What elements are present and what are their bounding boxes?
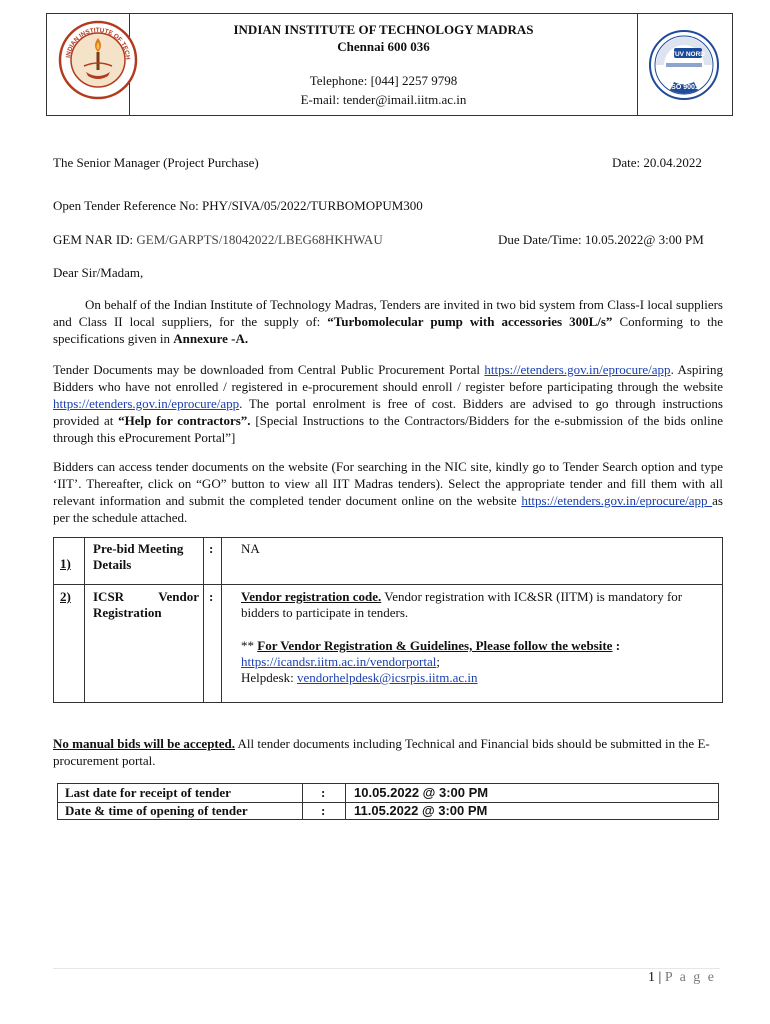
schedule-row-2-colon: : [209,589,214,604]
manual-bids-warning: No manual bids will be accepted. [53,736,236,751]
download-text-1: Tender Documents may be downloaded from Central Public Procurement Portal [53,362,485,377]
download-paragraph [53,361,723,446]
download-text-4: [Special Instructions to the Contractors/Bidders for the e-submission of the bids online through this eProcurement Portal”] [53,413,723,445]
cppp-link[interactable]: https://etenders.gov.in/eprocure/app [484,362,671,377]
manual-bids-text: All tender documents including Technical and Financial bids should be submitted in the E-procurement portal. [53,736,710,768]
institute-name: INDIAN INSTITUTE OF TECHNOLOGY MADRAS [233,22,534,37]
download-text-2: . Aspiring Bidders who have not enrolled / registered in e-procurement should enroll / register before participating through the website [53,362,723,394]
receipt-date-colon: : [321,785,326,800]
institute-city: Chennai 600 036 [337,39,430,54]
receipt-date-value: 10.05.2022 @ 3:00 PM [354,785,489,800]
intro-text-2: Conforming to the specifications given in [53,314,724,346]
manual-bids-note [53,735,723,769]
tuv-iso-logo [648,28,720,102]
vendor-registration-info: Vendor registration code. Vendor registration with IC&SR (IITM) is mandatory for bidders to participate in tenders. [241,589,683,620]
due-datetime: Due Date/Time: 10.05.2022@ 3:00 PM [498,232,704,247]
help-for-contractors: “Help for contractors”. [118,413,251,428]
opening-date-label: Date & time of opening of tender [65,803,248,818]
email: E-mail: tender@imail.iitm.ac.in [300,92,467,107]
helpdesk-line: Helpdesk: vendorhelpdesk@icsrpis.iitm.ac.in [241,670,478,685]
page-number-separator: | [658,970,662,985]
tender-item: “Turbomolecular pump with accessories 300L/s” [327,314,613,329]
schedule-table [53,537,723,703]
intro-paragraph [53,296,723,347]
annexure-ref: Annexure -A. [173,331,249,346]
svg-text:INDIAN INSTITUTE OF TECHNOLOGY: INDIAN INSTITUTE OF TECH [65,26,132,60]
gem-label: GEM NAR ID: [53,232,137,247]
eprocure-link[interactable]: https://etenders.gov.in/eprocure/app [521,493,713,508]
access-paragraph [53,458,723,526]
helpdesk-email-link[interactable]: vendorhelpdesk@icsrpis.iitm.ac.in [296,670,478,685]
schedule-row-1-number: 1) [60,556,71,571]
vendor-portal-link[interactable]: https://icandsr.iitm.ac.in/vendorportal [241,654,437,669]
dates-table [57,783,719,820]
footer-divider [53,968,720,969]
schedule-row-1-value: NA [241,541,260,556]
receipt-date-label: Last date for receipt of tender [65,785,231,800]
page-number [648,970,716,986]
svg-text:ISO 9001: ISO 9001 [669,84,699,91]
sender: The Senior Manager (Project Purchase) [53,155,259,170]
opening-date-value: 11.05.2022 @ 3:00 PM [354,803,488,818]
opening-date-colon: : [321,803,326,818]
vendor-portal-line: https://icandsr.iitm.ac.in/vendorportal; [241,654,440,669]
etenders-link[interactable]: https://etenders.gov.in/eprocure/app [53,396,240,411]
intro-text: On behalf of the Indian Institute of Technology Madras, Tenders are invited in two bid system from Class-I local suppliers and Class II local suppliers, for the supply of: [53,297,723,329]
svg-text:TUV NORD: TUV NORD [671,51,705,58]
download-text-3: . The portal enrolment is free of cost. Bidders are advised to go through instructions provided at [53,396,723,428]
letterhead-text [130,13,637,108]
page-number-value: 1 [648,970,655,985]
schedule-row-2-number: 2) [60,589,71,604]
page-label: P a g e [664,970,717,985]
vendor-guidelines: ** For Vendor Registration & Guidelines, Please follow the website : [241,638,621,653]
schedule-row-1-label: Pre-bid Meeting Details [93,541,184,572]
schedule-row-1-colon: : [209,541,214,556]
schedule-row-2-label: ICSR Vendor Registration [93,589,199,620]
access-text-2: as per the schedule attached. [53,493,723,525]
letterhead-divider-right [637,13,638,116]
tender-reference: Open Tender Reference No: PHY/SIVA/05/2022/TURBOMOPUM300 [53,198,423,213]
iitm-seal-logo [58,20,138,100]
letter-date: Date: 20.04.2022 [612,155,702,170]
telephone: Telephone: [044] 2257 9798 [309,73,458,88]
gem-value: GEM/GARPTS/18042022/LBEG68HKHWAU [136,232,383,247]
salutation: Dear Sir/Madam, [53,265,144,280]
access-text: Bidders can access tender documents on the website (For searching in the NIC site, kindly go to Tender Search option and type ‘IIT’. Thereafter, click on “GO” button to view all IIT Madras tenders). Select the appropriate tender and fill them with all relevant information and submit the completed tender document online on the website [53,459,723,508]
gem-nar-id [53,231,383,248]
